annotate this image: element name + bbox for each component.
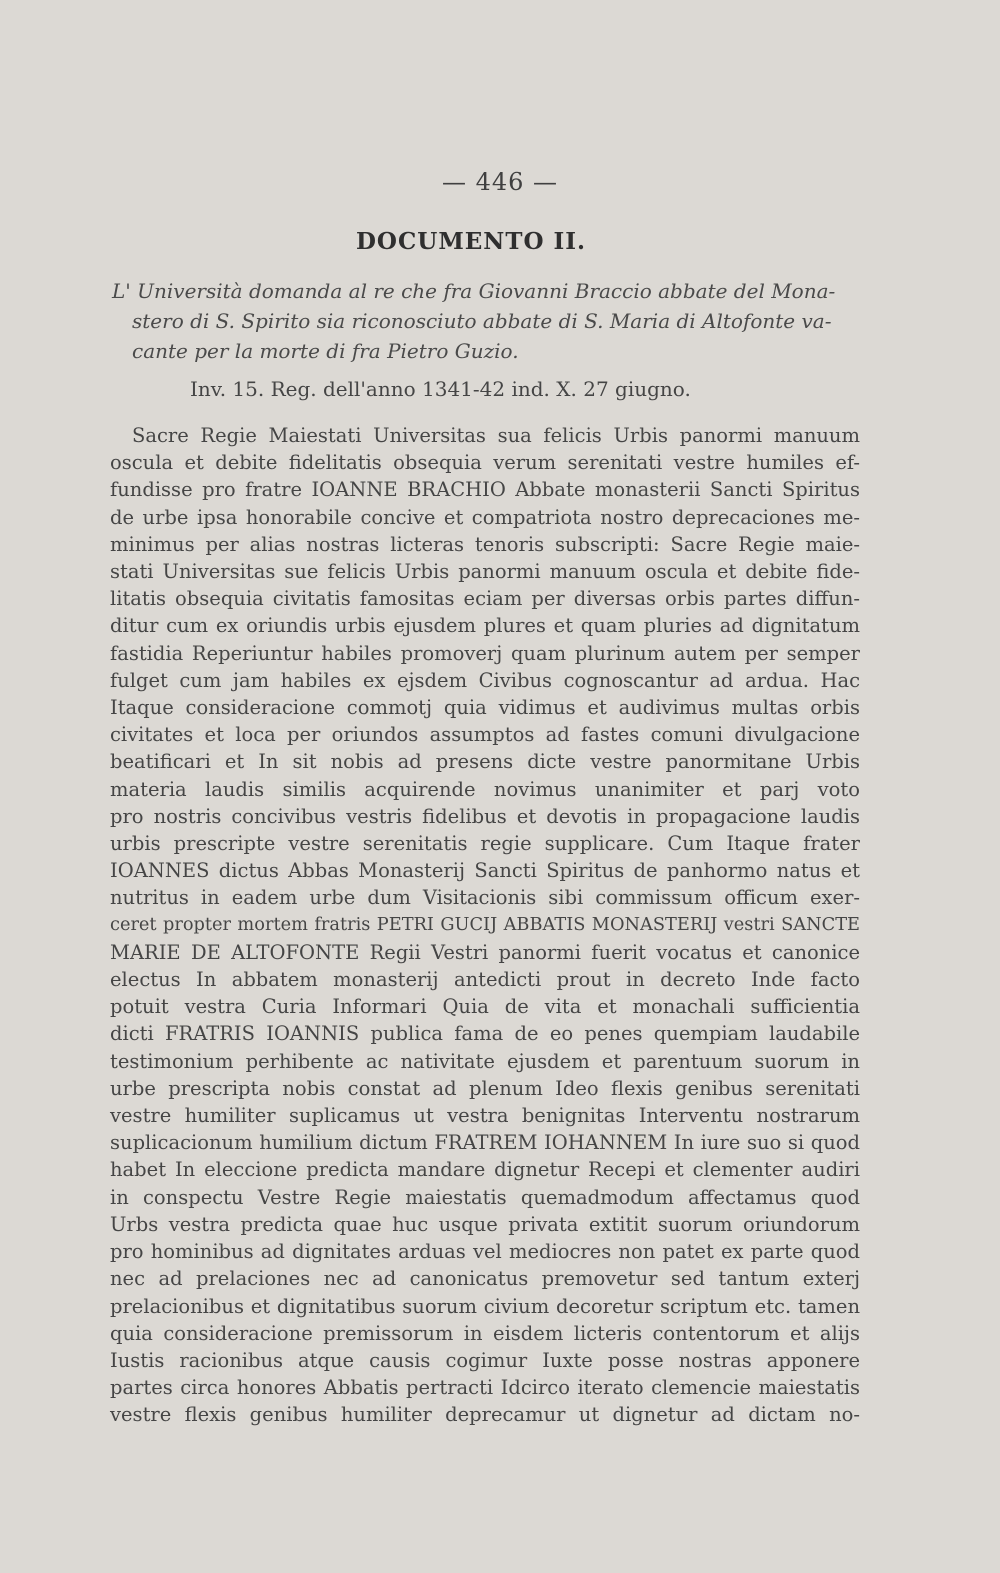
body-line: de urbe ipsa honorabile concive et compatriota nostro deprecaciones me-	[110, 505, 860, 529]
page-number: — 446 —	[441, 168, 559, 196]
body-line: fulget cum jam habiles ex ejsdem Civibus cognoscantur ad ardua. Hac	[110, 668, 860, 692]
summary-line: cante per la morte di fra Pietro Guzio.	[132, 339, 519, 363]
body-line: testimonium perhibente ac nativitate ejusdem et parentuum suorum in	[110, 1049, 860, 1073]
body-line: civitates et loca per oriundos assumptos ad fastes comuni divulgacione	[110, 723, 860, 747]
body-line: oscula et debite fidelitatis obsequia verum serenitati vestre humiles ef-	[110, 451, 860, 475]
body-line: minimus per alias nostras licteras tenoris subscripti: Sacre Regie maie-	[110, 532, 860, 556]
body-line: fastidia Reperiuntur habiles promoverj quam plurinum autem per semper	[110, 641, 860, 665]
body-line: suplicacionum humilium dictum FRATREM IOHANNEM In iure suo si quod	[110, 1131, 860, 1155]
body-line: pro nostris concivibus vestris fidelibus et devotis in propagacione laudis	[110, 804, 860, 828]
body-line: Iustis racionibus atque causis cogimur Iuxte posse nostras apponere	[110, 1348, 860, 1372]
body-line: in conspectu Vestre Regie maiestatis quemadmodum affectamus quod	[110, 1185, 860, 1209]
body-line: Itaque consideracione commotj quia vidimus et audivimus multas orbis	[110, 696, 860, 720]
body-line: prelacionibus et dignitatibus suorum civium decoretur scriptum etc. tamen	[110, 1294, 860, 1318]
body-line: habet In eleccione predicta mandare dignetur Recepi et clementer audiri	[110, 1158, 860, 1182]
document-summary	[112, 276, 857, 366]
document-title: DOCUMENTO II.	[355, 228, 587, 255]
body-line: litatis obsequia civitatis famositas eciam per diversas orbis partes diffun-	[110, 587, 860, 611]
body-line: dicti FRATRIS IOANNIS publica fama de eo penes quempiam laudabile	[110, 1022, 860, 1046]
body-line: urbis prescripte vestre serenitatis regie supplicare. Cum Itaque frater	[110, 832, 860, 856]
body-line: nutritus in eadem urbe dum Visitacionis sibi commissum officum exer-	[110, 886, 860, 910]
body-line: quia consideracione premissorum in eisdem licteris contentorum et alijs	[110, 1321, 860, 1345]
body-line: nec ad prelaciones nec ad canonicatus premovetur sed tantum exterj	[110, 1267, 860, 1291]
body-line: fundisse pro fratre IOANNE BRACHIO Abbate monasterii Sancti Spiritus	[110, 478, 860, 502]
body-line: potuit vestra Curia Informari Quia de vita et monachali sufficientia	[110, 995, 860, 1019]
body-line: MARIE DE ALTOFONTE Regii Vestri panormi fuerit vocatus et canonice	[110, 940, 860, 964]
body-line: Urbs vestra predicta quae huc usque privata extitit suorum oriundorum	[110, 1212, 860, 1236]
body-line: pro hominibus ad dignitates arduas vel mediocres non patet ex parte quod	[110, 1240, 860, 1264]
body-line: beatificari et In sit nobis ad presens dicte vestre panormitane Urbis	[110, 750, 860, 774]
document-body	[110, 422, 860, 1429]
body-line: vestre humiliter suplicamus ut vestra benignitas Interventu nostrarum	[110, 1104, 860, 1128]
summary-line: L' Università domanda al re che fra Giovanni Braccio abbate del Mona-	[112, 279, 836, 303]
body-line: vestre flexis genibus humiliter deprecamur ut dignetur ad dictam no-	[110, 1403, 860, 1427]
archive-reference: Inv. 15. Reg. dell'anno 1341-42 ind. X. 27 giugno.	[190, 377, 691, 401]
body-line: urbe prescripta nobis constat ad plenum Ideo flexis genibus serenitati	[110, 1076, 860, 1100]
body-line: partes circa honores Abbatis pertracti Idcirco iterato clemencie maiestatis	[110, 1376, 860, 1400]
body-line: ceret propter mortem fratris PETRI GUCIJ ABBATIS MONASTERIJ vestri SANCTE	[110, 914, 860, 935]
body-line: IOANNES dictus Abbas Monasterij Sancti Spiritus de panhormo natus et	[110, 859, 860, 883]
body-line: stati Universitas sue felicis Urbis panormi manuum oscula et debite fide-	[110, 560, 860, 584]
body-line: materia laudis similis acquirende novimus unanimiter et parj voto	[110, 777, 860, 801]
body-line: Sacre Regie Maiestati Universitas sua felicis Urbis panormi manuum	[132, 424, 860, 447]
body-line: electus In abbatem monasterij antedicti prout in decreto Inde facto	[110, 968, 860, 992]
body-line: ditur cum ex oriundis urbis ejusdem plures et quam pluries ad dignitatum	[110, 614, 860, 638]
summary-line: stero di S. Spirito sia riconosciuto abbate di S. Maria di Altofonte va-	[132, 309, 832, 333]
